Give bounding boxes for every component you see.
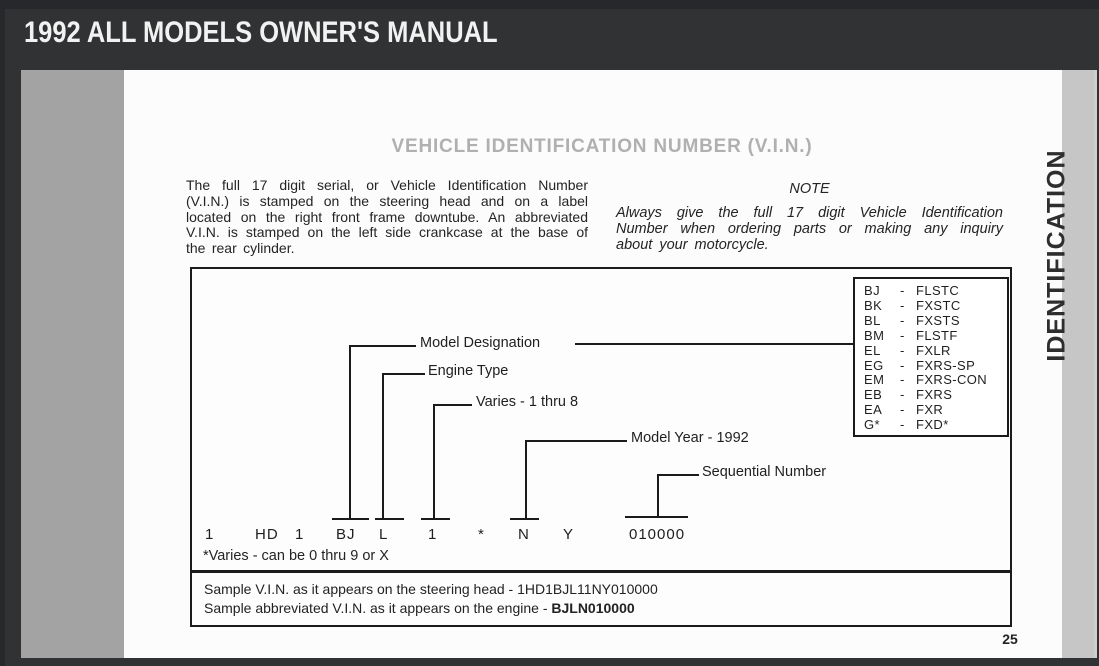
section-tab — [1041, 120, 1074, 390]
model-code-row — [864, 403, 1007, 418]
vin-char-1: 1 — [205, 526, 215, 543]
sample-vin-abbrev — [204, 599, 1010, 618]
model-name: FXSTS — [916, 312, 960, 328]
model-code: BL — [864, 312, 881, 328]
sample-vin-abbrev-label: Sample abbreviated V.I.N. as it appears on the engine - — [204, 600, 548, 616]
model-name: FXRS-CON — [916, 372, 988, 388]
model-code: BK — [864, 297, 883, 313]
model-name: FLSTC — [916, 283, 960, 298]
code-separator: - — [900, 402, 905, 418]
line-to-sequential-label — [657, 474, 699, 476]
vin-char-10: 010000 — [629, 526, 686, 543]
section-tab-label: IDENTIFICATION — [1043, 148, 1072, 362]
sample-vin-abbrev-value: BJLN010000 — [551, 600, 635, 616]
code-separator: - — [900, 297, 905, 313]
model-code-row — [864, 299, 1007, 314]
model-name: FXR — [916, 402, 944, 418]
vin-char-2: HD — [255, 526, 279, 543]
cap-model-designation — [332, 518, 369, 520]
line-to-engine-type-label — [382, 373, 425, 375]
connector-engine-type-vertical — [382, 373, 384, 520]
vin-char-7: * — [478, 526, 485, 543]
model-code-row — [864, 418, 1007, 433]
model-code-row — [864, 284, 1007, 299]
page-title: VEHICLE IDENTIFICATION NUMBER (V.I.N.) — [391, 136, 813, 157]
code-separator: - — [900, 387, 905, 403]
model-code: EM — [864, 372, 885, 388]
page-gutter-left — [21, 70, 124, 658]
code-separator: - — [900, 312, 905, 328]
model-code: EB — [864, 387, 883, 403]
page-edge-right — [1094, 70, 1097, 658]
model-codes-box — [853, 277, 1009, 437]
vin-char-8: N — [518, 526, 530, 543]
label-sequential-number: Sequential Number — [702, 464, 827, 480]
cap-varies — [421, 518, 450, 520]
connector-model-designation-vertical — [349, 345, 351, 520]
line-model-designation-to-codes — [575, 343, 853, 345]
model-code: G* — [864, 417, 880, 433]
sample-vin-full — [204, 580, 1010, 599]
vin-char-3: 1 — [295, 526, 305, 543]
sample-vin-box — [190, 571, 1012, 627]
code-separator: - — [900, 327, 905, 343]
model-code-row — [864, 359, 1007, 374]
model-name: FXSTC — [916, 297, 961, 313]
model-name: FXD* — [916, 417, 949, 433]
note-paragraph: Always give the full 17 digit Vehicle Identification Number when ordering parts or making any inquiry about your motorcycle. — [616, 205, 1003, 253]
cap-sequential-number — [625, 516, 688, 518]
model-code-row — [864, 373, 1007, 388]
model-code-row — [864, 314, 1007, 329]
line-to-model-designation-label — [349, 345, 416, 347]
label-varies: Varies - 1 thru 8 — [476, 394, 579, 410]
connector-sequential-vertical — [657, 474, 659, 518]
model-name: FLSTF — [916, 327, 958, 343]
label-model-year: Model Year - 1992 — [631, 430, 749, 446]
model-code: EL — [864, 342, 881, 358]
scanned-page — [21, 70, 1094, 658]
model-code: BM — [864, 327, 885, 343]
model-name: FXRS-SP — [916, 357, 976, 373]
window-edge-top — [0, 0, 1099, 9]
model-name: FXRS — [916, 387, 953, 403]
model-code: BJ — [864, 283, 880, 298]
vin-char-4: BJ — [336, 526, 356, 543]
intro-paragraph: The full 17 digit serial, or Vehicle Identification Number (V.I.N.) is stamped on the steering head and on a label located on the right front frame downtube. An abbreviated V.I.N. is stamped on the left side crankcase at the base of the rear cylinder. — [186, 177, 588, 257]
code-separator: - — [900, 372, 905, 388]
model-code-row — [864, 344, 1007, 359]
note-heading: NOTE — [789, 181, 830, 197]
model-code: EA — [864, 402, 883, 418]
vin-char-5: L — [379, 526, 389, 543]
connector-varies-vertical — [433, 404, 435, 520]
model-code-row — [864, 329, 1007, 344]
sample-vin-full-value: 1HD1BJL11NY010000 — [517, 581, 658, 597]
vin-char-9: Y — [563, 526, 575, 543]
vin-footnote: *Varies - can be 0 thru 9 or X — [203, 548, 389, 564]
page-number: 25 — [1002, 631, 1018, 647]
model-code-row — [864, 388, 1007, 403]
line-to-varies-label — [433, 404, 472, 406]
sample-vin-full-label: Sample V.I.N. as it appears on the steering head - — [204, 581, 514, 597]
code-separator: - — [900, 417, 905, 433]
cap-model-year — [510, 518, 539, 520]
model-code: EG — [864, 357, 884, 373]
label-engine-type: Engine Type — [428, 363, 509, 379]
connector-model-year-vertical — [525, 440, 527, 520]
window-edge-left — [0, 0, 5, 666]
cap-engine-type — [375, 518, 404, 520]
model-name: FXLR — [916, 342, 951, 358]
vin-char-6: 1 — [428, 526, 438, 543]
code-separator: - — [900, 283, 905, 298]
label-model-designation: Model Designation — [420, 335, 541, 351]
code-separator: - — [900, 357, 905, 373]
code-separator: - — [900, 342, 905, 358]
line-to-model-year-label — [525, 440, 627, 442]
window-title: 1992 ALL MODELS OWNER'S MANUAL — [24, 16, 498, 49]
